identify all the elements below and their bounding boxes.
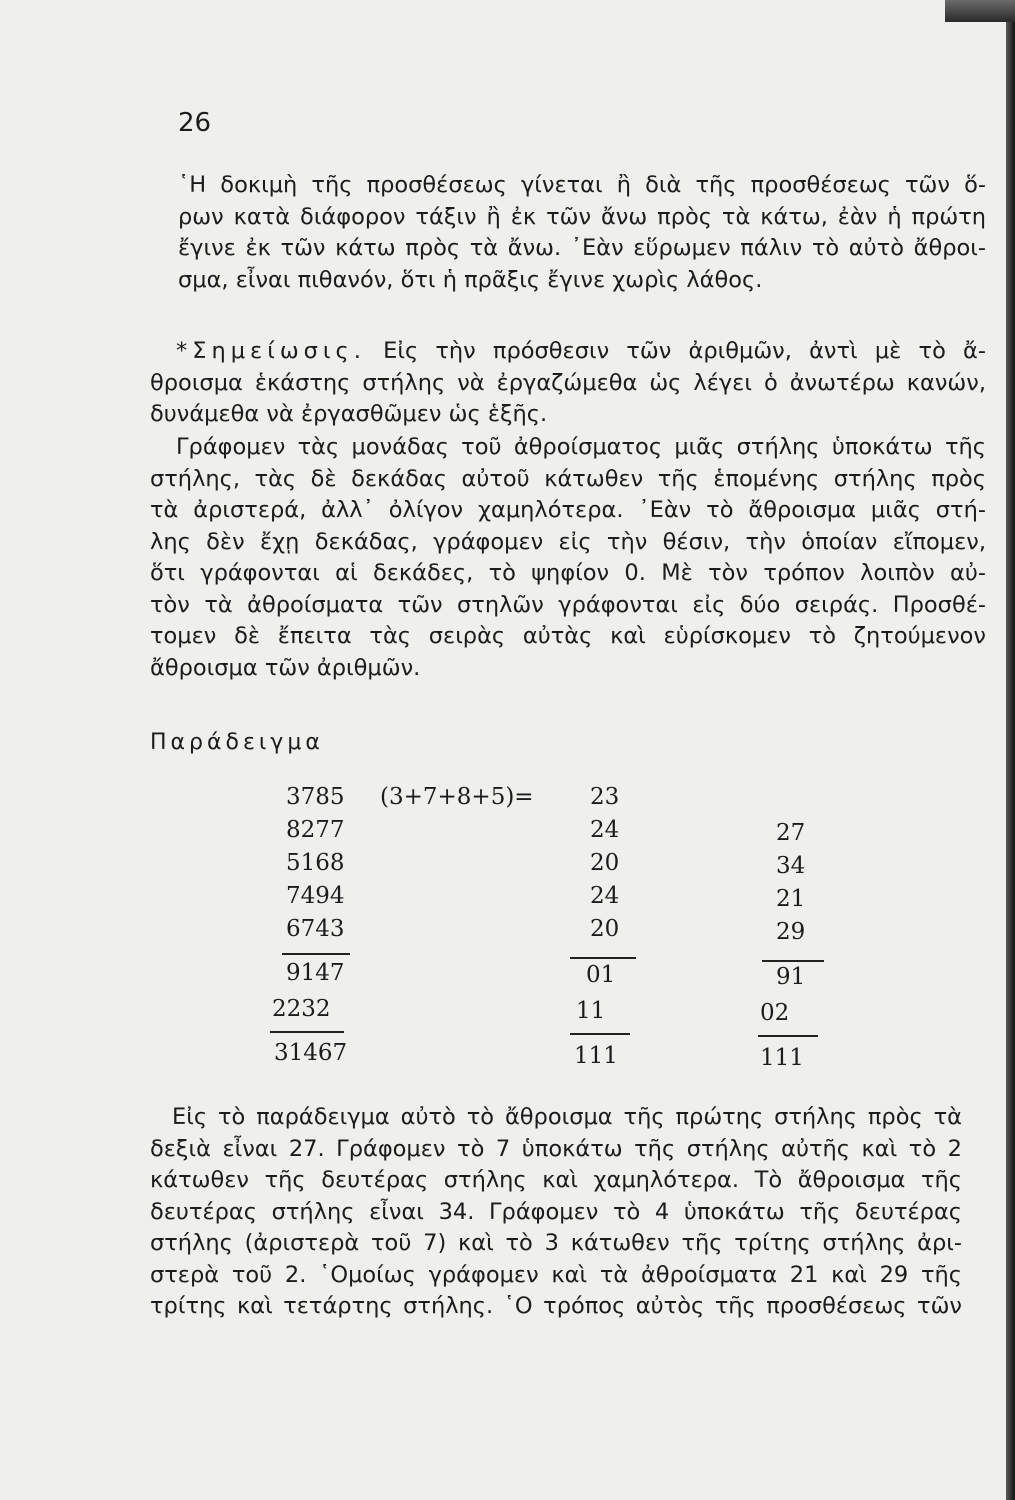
- column-sum-b: 29: [776, 919, 806, 945]
- text-line: θροισμα ἑκάστης στήλης νὰ ἐργαζώμεθα ὡς λέγει ὁ ἀνωτέρω κανών,: [150, 369, 986, 396]
- tens-row-value: 11: [576, 998, 606, 1024]
- text-line: Εἰς τὸ παράδειγμα αὐτὸ τὸ ἄθροισμα τῆς πρώτης στήλης πρὸς τὰ: [172, 1104, 962, 1130]
- text-line: τρίτης καὶ τετάρτης στήλης. ῾Ο τρόπος αὐτὸς τῆς προσθέσεως τῶν: [150, 1293, 962, 1319]
- column-sum-b: 21: [776, 886, 806, 912]
- total-rule: [270, 1031, 344, 1033]
- sum-rule: [282, 953, 350, 955]
- addend: 7494: [286, 883, 345, 909]
- text-line: δευτέρας στήλης εἶναι 34. Γράφομεν τὸ 4 ὑποκάτω τῆς δευτέρας: [150, 1198, 962, 1225]
- sum-rule: [762, 960, 824, 962]
- column-sum-a: 20: [590, 850, 620, 876]
- text-line: στήλης, τὰς δὲ δεκάδας αὐτοῦ κάτωθεν τῆς ἑπομένης στήλης πρὸς: [150, 465, 986, 492]
- text-line: σμα, εἶναι πιθανόν, ὅτι ἡ πρᾶξις ἔγινε χωρὶς λάθος.: [178, 266, 763, 293]
- column-sum-a: 24: [590, 817, 620, 843]
- addend: 3785: [286, 784, 345, 810]
- units-row-value: 01: [586, 962, 616, 988]
- addend: 5168: [286, 850, 345, 876]
- formula: (3+7+8+5)=: [380, 784, 534, 810]
- total-rule: [758, 1035, 818, 1037]
- paragraph-method: [150, 432, 986, 684]
- example-heading: Παράδειγμα: [150, 730, 324, 755]
- text-line: τὸν τὰ ἀθροίσματα τῶν στηλῶν γράφονται εἰς δύο σειράς. Προσθέ-: [150, 591, 986, 618]
- column-sum-b: 34: [776, 853, 806, 879]
- scan-corner-shadow: [945, 0, 1015, 22]
- text-line: κάτωθεν τῆς δευτέρας στήλης καὶ χαμηλότερα. Τὸ ἄθροισμα τῆς: [150, 1167, 962, 1193]
- tens-row-value: 2232: [272, 996, 331, 1022]
- note-label: *Σημείωσις.: [176, 338, 366, 364]
- column-sum-a: 23: [590, 784, 620, 810]
- total-value: 31467: [274, 1040, 348, 1066]
- tens-row-value: 02: [760, 1000, 790, 1026]
- text-line: στήλης (ἀριστερὰ τοῦ 7) καὶ τὸ 3 κάτωθεν τῆς τρίτης στήλης ἀρι-: [150, 1230, 962, 1256]
- text-line: ῾Η δοκιμὴ τῆς προσθέσεως γίνεται ἢ διὰ τῆς προσθέσεως τῶν ὅ-: [178, 172, 986, 198]
- text-line: Γράφομεν τὰς μονάδας τοῦ ἀθροίσματος μιᾶς στήλης ὑποκάτω τῆς: [176, 434, 986, 460]
- page-number: 26: [178, 108, 212, 138]
- column-sum-b: 27: [776, 820, 806, 846]
- column-sum-a: 20: [590, 916, 620, 942]
- units-row-value: 9147: [286, 960, 345, 986]
- sum-rule: [570, 957, 636, 959]
- text-line: τὰ ἀριστερά, ἀλλ᾿ ὀλίγον χαμηλότερα. ᾿Εὰν τὸ ἄθροισμα μιᾶς στή-: [150, 497, 986, 523]
- text-line: ἔγινε ἐκ τῶν κάτω πρὸς τὰ ἄνω. ᾿Εὰν εὕρωμεν πάλιν τὸ αὐτὸ ἄθροι-: [178, 235, 986, 261]
- page-edge-shadow: [1006, 0, 1015, 1500]
- total-rule: [570, 1033, 630, 1035]
- total-value: 111: [760, 1045, 804, 1071]
- text-line: δυνάμεθα νὰ ἐργασθῶμεν ὡς ἑξῆς.: [150, 401, 548, 427]
- note-first-line: [150, 336, 986, 368]
- text-line: τομεν δὲ ἔπειτα τὰς σειρὰς αὐτὰς καὶ εὑρίσκομεν τὸ ζητούμενον: [150, 623, 986, 649]
- column-sum-a: 24: [590, 883, 620, 909]
- text-line: Εἰς τὴν πρόσθεσιν τῶν ἀριθμῶν, ἀντὶ μὲ τὸ ἄ-: [383, 338, 987, 364]
- paragraph-explanation: [150, 1102, 962, 1323]
- text-line: στερὰ τοῦ 2. ῾Ομοίως γράφομεν καὶ τὰ ἀθροίσματα 21 καὶ 29 τῆς: [150, 1261, 962, 1288]
- text-line: ρων κατὰ διάφορον τάξιν ἢ ἐκ τῶν ἄνω πρὸς τὰ κάτω, ἐὰν ἡ πρώτη: [178, 203, 986, 230]
- text-line: δεξιὰ εἶναι 27. Γράφομεν τὸ 7 ὑποκάτω τῆς στήλης αὐτῆς καὶ τὸ 2: [150, 1135, 962, 1162]
- note-paragraph: [150, 336, 986, 431]
- addend: 8277: [286, 817, 345, 843]
- total-value: 111: [574, 1043, 618, 1069]
- text-line: λης δὲν ἔχῃ δεκάδας, γράφομεν εἰς τὴν θέσιν, τὴν ὁποίαν εἴπομεν,: [150, 528, 986, 555]
- text-line: ὅτι γράφονται αἱ δεκάδες, τὸ ψηφίον 0. Μὲ τὸν τρόπον λοιπὸν αὐ-: [150, 560, 986, 586]
- text-line: ἄθροισμα τῶν ἀριθμῶν.: [150, 654, 421, 681]
- addend: 6743: [286, 916, 345, 942]
- units-row-value: 91: [776, 964, 806, 990]
- paragraph-verification: [178, 170, 986, 296]
